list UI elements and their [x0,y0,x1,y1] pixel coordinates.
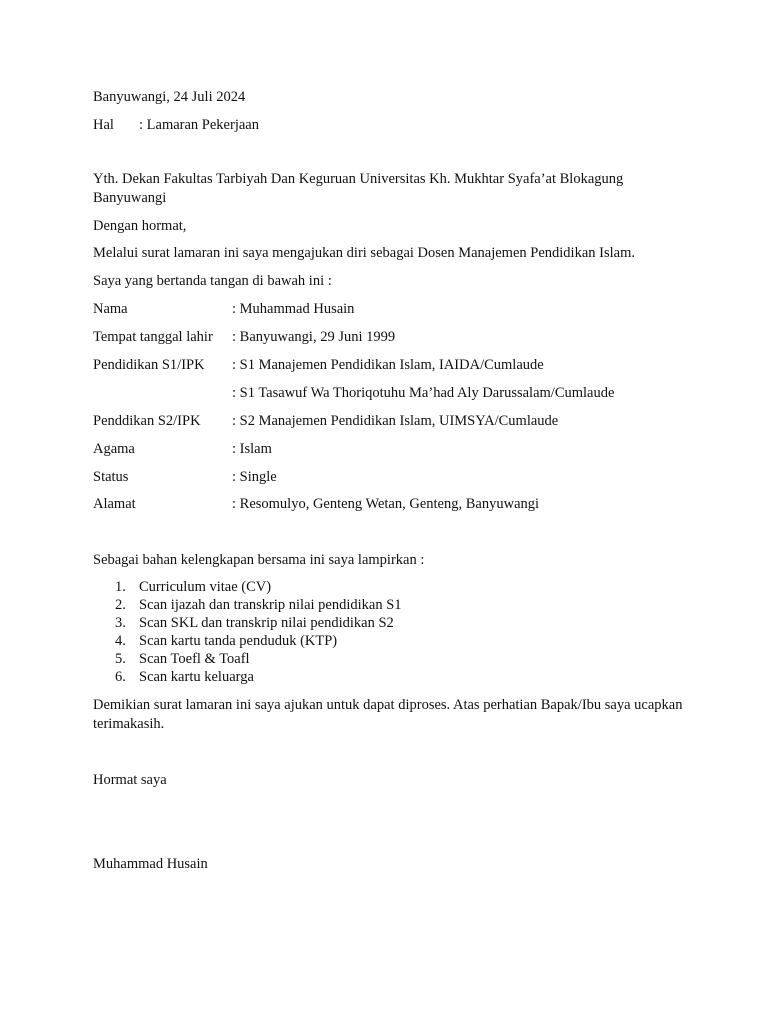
list-item-text: Scan SKL dan transkrip nilai pendidikan S2 [139,615,394,631]
bio-label: Alamat [93,496,136,512]
undersigned-statement: Saya yang bertanda tangan di bawah ini : [93,273,332,289]
bio-value: : Banyuwangi, 29 Juni 1999 [232,329,396,345]
list-item-text: Scan kartu keluarga [139,669,254,685]
list-item-text: Curriculum vitae (CV) [139,579,272,595]
bio-label: Penddikan S2/IPK [93,413,201,429]
place-date: Banyuwangi, 24 Juli 2024 [93,89,246,105]
bio-value: : Single [232,469,277,485]
bio-label: Tempat tanggal lahir [93,329,213,345]
list-item-number: 5. [115,651,126,667]
bio-label: Agama [93,441,135,457]
list-item-number: 6. [115,669,126,685]
bio-value: : S2 Manajemen Pendidikan Islam, UIMSYA/Cumlaude [232,413,559,429]
intro-paragraph: Melalui surat lamaran ini saya mengajukan diri sebagai Dosen Manajemen Pendidikan Islam. [93,245,635,261]
closing-paragraph: Demikian surat lamaran ini saya ajukan untuk dapat diproses. Atas perhatian Bapak/Ibu saya ucapkan terimakasih. [93,697,683,732]
list-item-number: 3. [115,615,126,631]
bio-value: : Muhammad Husain [232,301,355,317]
list-item-text: Scan Toefl & Toafl [139,651,250,667]
list-item-number: 4. [115,633,126,649]
bio-value: : Resomulyo, Genteng Wetan, Genteng, Banyuwangi [232,496,540,512]
recipient: Yth. Dekan Fakultas Tarbiyah Dan Keguruan Universitas Kh. Mukhtar Syafa’at Blokagung Banyuwangi [93,171,624,206]
subject-line [93,116,259,134]
subject-value: : Lamaran Pekerjaan [139,117,259,133]
bio-label: Status [93,469,129,485]
list-item-number: 2. [115,597,126,613]
sign-off: Hormat saya [93,772,167,788]
list-item-text: Scan kartu tanda penduduk (KTP) [139,633,338,649]
bio-label: Pendidikan S1/IPK [93,357,205,373]
list-item-text: Scan ijazah dan transkrip nilai pendidikan S1 [139,597,402,613]
greeting: Dengan hormat, [93,218,187,234]
bio-value: : S1 Tasawuf Wa Thoriqotuhu Ma’had Aly Darussalam/Cumlaude [232,385,615,401]
bio-value: : Islam [232,441,272,457]
bio-value: : S1 Manajemen Pendidikan Islam, IAIDA/Cumlaude [232,357,544,373]
subject-label: Hal [93,117,114,133]
list-item-number: 1. [115,579,126,595]
attachments-intro: Sebagai bahan kelengkapan bersama ini saya lampirkan : [93,552,425,568]
bio-label: Nama [93,301,128,317]
signature-name: Muhammad Husain [93,856,208,872]
